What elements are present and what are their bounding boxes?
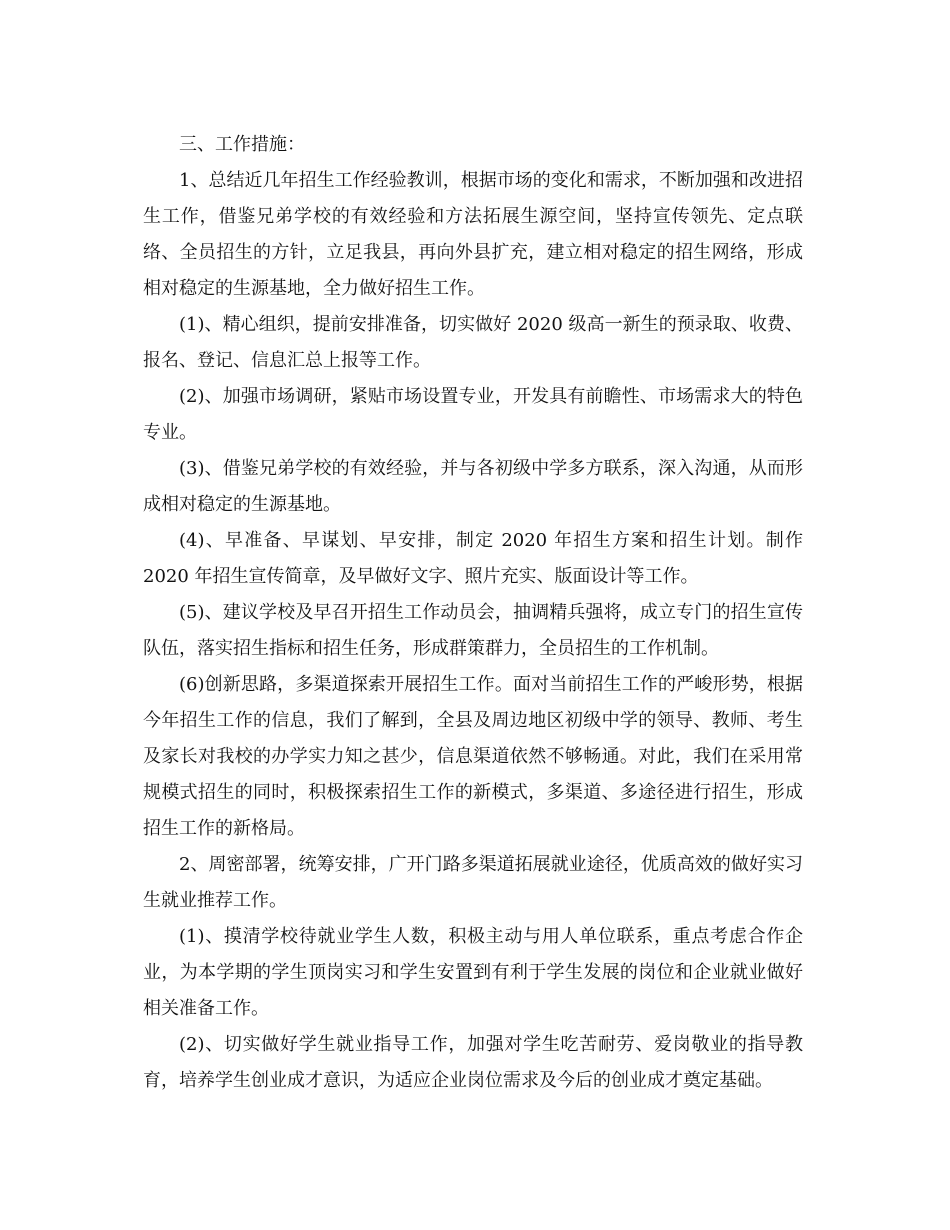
paragraph: (1)、精心组织，提前安排准备，切实做好 2020 级高一新生的预录取、收费、报名、登记、信息汇总上报等工作。 (143, 314, 803, 371)
paragraph: (6)创新思路，多渠道探索开展招生工作。面对当前招生工作的严峻形势，根据今年招生工作的信息，我们了解到，全县及周边地区初级中学的领导、教师、考生及家长对我校的办学实力知之甚少，信息渠道依然不够畅通。对此，我们在采用常规模式招生的同时，积极探索招生工作的新模式，多渠道、多途径进行招生，形成招生工作的新格局。 (143, 674, 803, 839)
paragraph: (4)、早准备、早谋划、早安排，制定 2020 年招生方案和招生计划。制作2020 年招生宣传简章，及早做好文字、照片充实、版面设计等工作。 (143, 530, 803, 587)
document-body (143, 127, 803, 1099)
paragraph: 1、总结近几年招生工作经验教训，根据市场的变化和需求，不断加强和改进招生工作，借鉴兄弟学校的有效经验和方法拓展生源空间，坚持宣传领先、定点联络、全员招生的方针，立足我县，再向外县扩充，建立相对稳定的招生网络，形成相对稳定的生源基地，全力做好招生工作。 (143, 170, 803, 299)
paragraph: (1)、摸清学校待就业学生人数，积极主动与用人单位联系，重点考虑合作企业，为本学期的学生顶岗实习和学生安置到有利于学生发展的岗位和企业就业做好相关准备工作。 (143, 926, 803, 1019)
section-heading: 三、工作措施： (179, 134, 305, 155)
paragraph: (5)、建议学校及早召开招生工作动员会，抽调精兵强将，成立专门的招生宣传队伍，落实招生指标和招生任务，形成群策群力，全员招生的工作机制。 (143, 602, 803, 659)
paragraph: (2)、切实做好学生就业指导工作，加强对学生吃苦耐劳、爱岗敬业的指导教育，培养学生创业成才意识，为适应企业岗位需求及今后的创业成才奠定基础。 (143, 1034, 803, 1091)
paragraph: (2)、加强市场调研，紧贴市场设置专业，开发具有前瞻性、市场需求大的特色专业。 (143, 386, 803, 443)
paragraph: 2、周密部署，统筹安排，广开门路多渠道拓展就业途径，优质高效的做好实习生就业推荐工作。 (143, 854, 803, 911)
paragraph: (3)、借鉴兄弟学校的有效经验，并与各初级中学多方联系，深入沟通，从而形成相对稳定的生源基地。 (143, 458, 803, 515)
